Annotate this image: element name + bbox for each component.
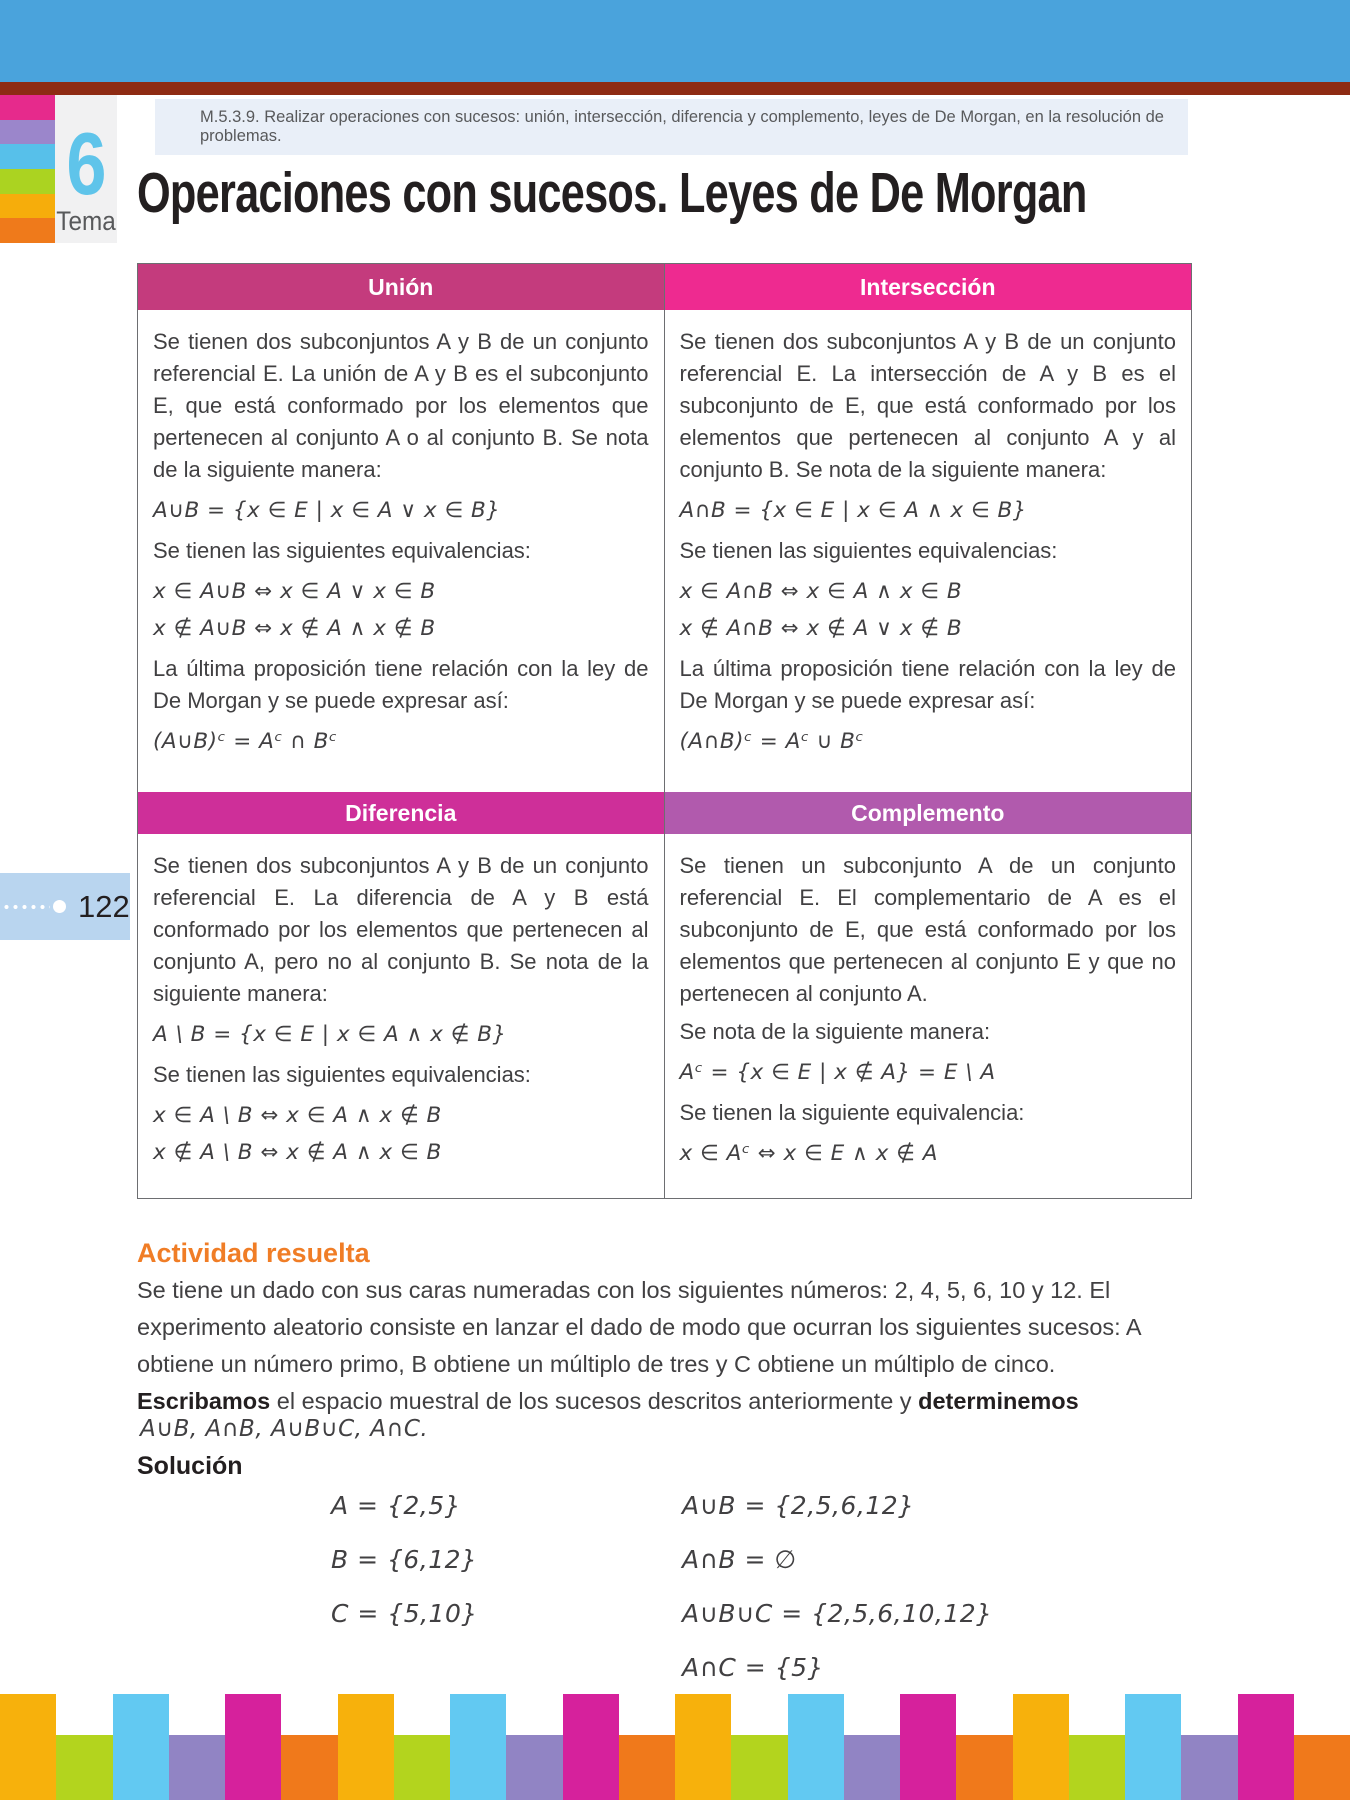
solution-set-a: A = {2,5}: [331, 1491, 462, 1520]
footer-bar: [225, 1694, 281, 1800]
solution-sets-column: [331, 1492, 478, 1654]
unit-label: Tema: [56, 206, 116, 236]
table-header-complemento: Complemento: [665, 792, 1192, 834]
interseccion-equivalence-1: x ∈ A∩B ⇔ x ∈ A ∧ x ∈ B: [679, 579, 963, 604]
footer-color-stripe: [0, 1694, 1350, 1800]
interseccion-equivalence-2: x ∉ A∩B ⇔ x ∉ A ∨ x ∉ B: [679, 616, 963, 641]
diferencia-paragraph: Se tienen dos subconjuntos A y B de un conjunto referencial E. La diferencia de A y B está conformado por los elementos que pertenecen al conjunto A, pero no al conjunto B. Se nota de la siguiente manera:: [153, 853, 649, 1006]
footer-bar: [450, 1694, 506, 1800]
unit-color-block: [0, 194, 55, 219]
footer-bar: [0, 1694, 56, 1800]
curriculum-standard-text: M.5.3.9. Realizar operaciones con sucesos: unión, intersección, diferencia y complemento, leyes de De Morgan, en la resolución de problemas.: [200, 108, 1164, 145]
table-header-diferencia: Diferencia: [138, 792, 665, 834]
footer-bar: [1238, 1694, 1294, 1800]
activity-paragraph: Se tiene un dado con sus caras numeradas con los siguientes números: 2, 4, 5, 6, 10 y 12. El experimento aleatorio consiste en lanzar el dado de modo que ocurran los siguientes sucesos: A obtiene un número primo, B obtiene un múltiplo de tres y C obtiene un múltiplo de cinco.: [137, 1277, 1141, 1377]
cell-complemento: [665, 834, 1192, 1198]
leader-dot-icon: [53, 900, 66, 913]
solution-operations-column: [682, 1492, 993, 1708]
footer-bar: [900, 1694, 956, 1800]
footer-bar: [506, 1735, 562, 1800]
page-number-badge: [0, 873, 130, 940]
cell-diferencia: [138, 834, 665, 1198]
union-equivalence-2: x ∉ A∪B ⇔ x ∉ A ∧ x ∉ B: [153, 616, 436, 641]
diferencia-equivalence-2: x ∉ A \ B ⇔ x ∉ A ∧ x ∈ B: [153, 1140, 442, 1165]
footer-bar: [1125, 1694, 1181, 1800]
union-paragraph: Se tienen dos subconjuntos A y B de un conjunto referencial E. La unión de A y B es el subconjunto E, que está conformado por los elementos que pertenecen al conjunto A o al conjunto B. Se nota de la siguiente manera:: [153, 329, 649, 482]
instruction-verb-2: determinemos: [918, 1388, 1079, 1414]
dotted-leader: [2, 904, 50, 910]
solution-set-c: C = {5,10}: [331, 1599, 478, 1628]
union-formula: A∪B = {x ∈ E | x ∈ A ∨ x ∈ B}: [153, 498, 501, 523]
footer-bar: [56, 1735, 112, 1800]
footer-bar: [563, 1694, 619, 1800]
footer-bar: [169, 1735, 225, 1800]
solution-set-b: B = {6,12}: [331, 1545, 478, 1574]
activity-heading: Actividad resuelta: [137, 1238, 370, 1268]
interseccion-paragraph: Se tienen dos subconjuntos A y B de un conjunto referencial E. La intersección de A y B es el subconjunto de E, que está conformado por los elementos que pertenecen al conjunto A y al conjunto B. Se nota de la siguiente manera:: [679, 329, 1176, 482]
footer-bar: [619, 1735, 675, 1800]
footer-bar: [731, 1735, 787, 1800]
diferencia-equivalence-1: x ∈ A \ B ⇔ x ∈ A ∧ x ∉ B: [153, 1103, 442, 1128]
footer-bar: [675, 1694, 731, 1800]
solution-a-union-b: A∪B = {2,5,6,12}: [682, 1491, 915, 1520]
complemento-equivalence-1: x ∈ Aᶜ ⇔ x ∈ E ∧ x ∉ A: [679, 1141, 938, 1166]
diferencia-equivalences-label: Se tienen las siguientes equivalencias:: [153, 1062, 531, 1087]
complemento-notation-label: Se nota de la siguiente manera:: [679, 1019, 991, 1044]
interseccion-formula: A∩B = {x ∈ E | x ∈ A ∧ x ∈ B}: [679, 498, 1027, 523]
solution-label: Solución: [137, 1452, 243, 1480]
unit-number: 6: [65, 114, 107, 213]
unit-color-block: [0, 95, 55, 120]
footer-bar: [1013, 1694, 1069, 1800]
interseccion-demorgan-note: La última proposición tiene relación con la ley de De Morgan y se puede expresar así:: [679, 656, 1176, 713]
top-red-bar: [0, 82, 1350, 95]
footer-bar: [956, 1735, 1012, 1800]
footer-bar: [1069, 1735, 1125, 1800]
footer-bar: [113, 1694, 169, 1800]
page-title: Operaciones con sucesos. Leyes de De Morgan: [137, 161, 1087, 225]
union-equivalences-label: Se tienen las siguientes equivalencias:: [153, 538, 531, 563]
footer-bar: [844, 1735, 900, 1800]
union-demorgan-formula: (A∪B)ᶜ = Aᶜ ∩ Bᶜ: [153, 729, 338, 754]
footer-bar: [338, 1694, 394, 1800]
footer-bar: [1181, 1735, 1237, 1800]
operations-table: [137, 263, 1192, 1199]
union-equivalence-1: x ∈ A∪B ⇔ x ∈ A ∨ x ∈ B: [153, 579, 436, 604]
footer-bar: [394, 1735, 450, 1800]
solution-a-inter-c: A∩C = {5}: [682, 1653, 824, 1682]
union-demorgan-note: La última proposición tiene relación con la ley de De Morgan y se puede expresar así:: [153, 656, 649, 713]
table-header-interseccion: Intersección: [665, 264, 1192, 310]
unit-color-block: [0, 144, 55, 169]
top-blue-bar: [0, 0, 1350, 82]
solution-a-union-b-union-c: A∪B∪C = {2,5,6,10,12}: [682, 1599, 993, 1628]
unit-color-blocks: [0, 95, 55, 243]
diferencia-formula: A \ B = {x ∈ E | x ∈ A ∧ x ∉ B}: [153, 1022, 507, 1047]
footer-bar: [281, 1735, 337, 1800]
footer-bar: [788, 1694, 844, 1800]
interseccion-equivalences-label: Se tienen las siguientes equivalencias:: [679, 538, 1058, 563]
activity-instruction: [137, 1388, 1079, 1415]
page-number: 122: [78, 888, 130, 924]
footer-bar: [1294, 1735, 1350, 1800]
cell-union: [138, 310, 665, 792]
interseccion-demorgan-formula: (A∩B)ᶜ = Aᶜ ∪ Bᶜ: [679, 729, 864, 754]
instruction-verb-1: Escribamos: [137, 1388, 271, 1414]
complemento-paragraph: Se tienen un subconjunto A de un conjunto referencial E. El complementario de A es el subconjunto de E, que está conformado por los elementos que pertenecen al conjunto E y que no pertenecen al conjunto A.: [679, 853, 1176, 1006]
unit-tab: [55, 95, 117, 243]
solution-a-inter-b: A∩B = ∅: [682, 1545, 797, 1574]
instruction-middle: el espacio muestral de los sucesos descritos anteriormente y: [270, 1388, 919, 1414]
complemento-equivalence-label: Se tienen la siguiente equivalencia:: [679, 1100, 1025, 1125]
unit-color-block: [0, 218, 55, 243]
complemento-formula: Aᶜ = {x ∈ E | x ∉ A} = E \ A: [679, 1060, 996, 1085]
unit-color-block: [0, 169, 55, 194]
cell-interseccion: [665, 310, 1192, 792]
curriculum-standard-band: [155, 99, 1188, 155]
instruction-math-line: A∪B, A∩B, A∪B∪C, A∩C.: [140, 1416, 429, 1442]
unit-color-block: [0, 120, 55, 145]
table-header-union: Unión: [138, 264, 665, 310]
